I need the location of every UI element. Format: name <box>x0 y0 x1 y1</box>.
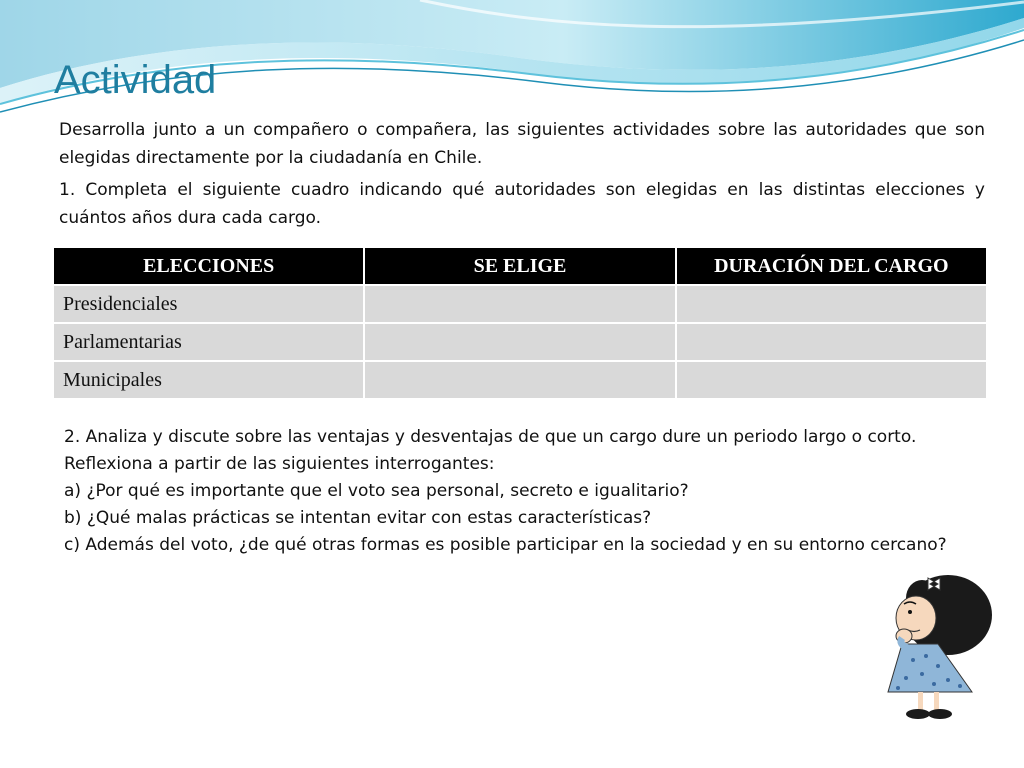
task-2-line: Reflexiona a partir de las siguientes interrogantes: <box>64 454 495 474</box>
table-header-row <box>54 248 986 284</box>
cell-duracion <box>677 324 986 360</box>
question-b: b) ¿Qué malas prácticas se intentan evitar con estas características? <box>64 508 652 528</box>
header-duracion-del-cargo: DURACIÓN DEL CARGO <box>677 248 986 284</box>
header-elecciones: ELECCIONES <box>54 248 363 284</box>
cell-se-elige <box>365 362 674 398</box>
cell-election-type: Municipales <box>54 362 363 398</box>
question-a: a) ¿Por qué es importante que el voto sea personal, secreto e igualitario? <box>64 481 689 501</box>
cell-se-elige <box>365 286 674 322</box>
task-2-block <box>64 424 977 559</box>
table-row <box>54 286 986 322</box>
header-se-elige: SE ELIGE <box>365 248 674 284</box>
cell-se-elige <box>365 324 674 360</box>
task-1-paragraph: 1. Completa el siguiente cuadro indicando qué autoridades son elegidas en las distintas elecciones y cuántos años dura cada cargo. <box>59 180 985 228</box>
table-row <box>54 324 986 360</box>
table-row <box>54 362 986 398</box>
task-2-line: 2. Analiza y discute sobre las ventajas y desventajas de que un cargo dure un periodo largo o corto. <box>64 427 917 447</box>
slide-title: Actividad <box>54 58 217 102</box>
cell-election-type: Parlamentarias <box>54 324 363 360</box>
intro-paragraph: Desarrolla junto a un compañero o compañera, las siguientes actividades sobre las autoridades que son elegidas directamente por la ciudadanía en Chile. <box>59 120 985 168</box>
question-c: c) Además del voto, ¿de qué otras formas es posible participar en la sociedad y en su entorno cercano? <box>64 535 947 555</box>
cell-election-type: Presidenciales <box>54 286 363 322</box>
mafalda-thinking-illustration <box>868 560 998 725</box>
cell-duracion <box>677 362 986 398</box>
cell-duracion <box>677 286 986 322</box>
elections-table <box>52 246 988 400</box>
